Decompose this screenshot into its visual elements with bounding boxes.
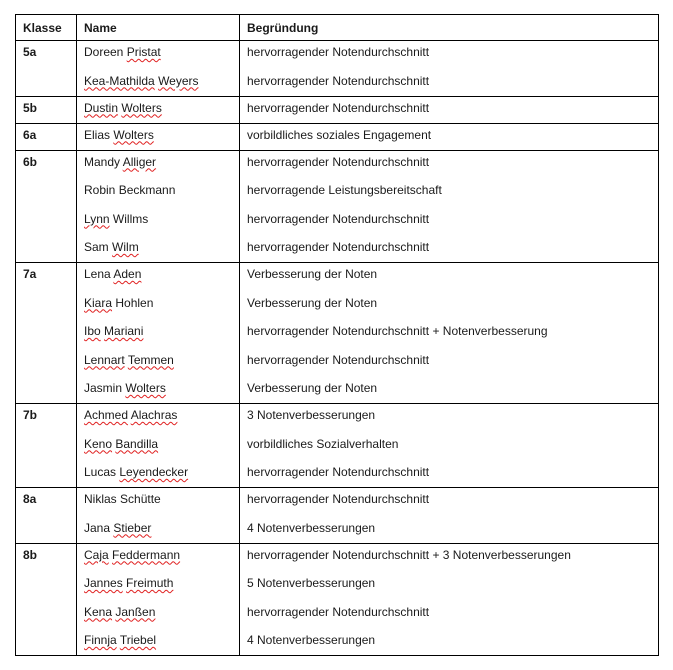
student-name [84,324,239,338]
class-label: 5b [23,100,38,115]
name-part: Lucas [84,465,117,479]
student-reason: Verbesserung der Noten [247,295,378,310]
student-name [84,605,239,619]
header-klasse: Klasse [16,15,77,41]
name-part: Feddermann [112,547,181,562]
name-part: Robin [84,183,116,197]
name-part: Triebel [119,633,157,647]
student-name [84,74,239,88]
student-reason: hervorragender Notendurchschnitt [247,100,430,115]
student-reason: 5 Notenverbesserungen [247,576,376,590]
class-label: 7a [23,267,37,281]
table-body [16,41,659,656]
student-reason: hervorragender Notendurchschnitt [247,492,430,506]
student-reason: hervorragender Notendurchschnitt + 3 Notenverbesserungen [247,547,571,562]
name-part: Alachras [130,408,178,422]
class-group-row [16,543,659,656]
name-part: Mandy [84,154,121,169]
name-part: Wolters [125,381,166,395]
student-name [84,381,239,395]
reasons-cell [240,543,659,656]
name-part: Lena [84,267,111,281]
name-part: Jana [84,520,111,535]
student-name [84,521,239,535]
student-reason: hervorragender Notendurchschnitt [247,45,430,59]
student-name [84,240,239,254]
names-cell [77,488,240,544]
student-name [84,212,239,226]
name-part: Jannes [84,576,123,590]
name-part: Stieber [113,520,152,535]
header-name: Name [77,15,240,41]
student-name [84,576,239,590]
name-part: Schütte [120,492,161,506]
student-reason: 4 Notenverbesserungen [247,520,376,535]
reasons-cell [240,150,659,263]
student-reason: 3 Notenverbesserungen [247,408,376,422]
reasons-cell [240,263,659,404]
student-name [84,155,239,169]
class-group-row [16,488,659,544]
class-cell [16,488,77,544]
name-part: Kea-Mathilda [84,73,155,88]
names-cell [77,404,240,488]
student-reason: hervorragende Leistungsbereitschaft [247,183,442,197]
reasons-cell [240,41,659,97]
class-label: 6b [23,154,38,169]
name-part: Lynn [84,211,110,226]
names-cell [77,96,240,123]
name-part: Pristat [126,45,161,59]
student-name [84,101,239,115]
names-cell [77,123,240,150]
name-part: Beckmann [118,183,176,197]
reasons-cell [240,404,659,488]
name-part: Leyendecker [119,465,189,479]
student-name [84,183,239,197]
name-part: Achmed [84,408,129,422]
student-reason: hervorragender Notendurchschnitt [247,352,430,367]
name-part: Wolters [121,100,162,115]
name-part: Elias [84,127,111,142]
name-part: Willms [112,211,149,226]
name-part: Finnja [84,633,117,647]
student-reason: hervorragender Notendurchschnitt [247,604,430,619]
student-reason: hervorragender Notendurchschnitt [247,154,430,169]
student-reason: hervorragender Notendurchschnitt [247,211,430,226]
name-part: Keno [84,436,113,451]
class-group-row [16,263,659,404]
student-reason: hervorragender Notendurchschnitt [247,73,430,88]
class-cell [16,41,77,97]
name-part: Sam [84,240,109,254]
name-part: Hohlen [115,295,154,310]
class-cell [16,404,77,488]
class-label: 6a [23,127,37,142]
student-name [84,548,239,562]
name-part: Doreen [84,45,124,59]
class-cell [16,263,77,404]
name-part: Ibo [84,324,101,338]
student-name [84,408,239,422]
name-part: Wolters [113,127,154,142]
reasons-cell [240,123,659,150]
class-group-row [16,96,659,123]
student-reason: Verbesserung der Noten [247,267,378,281]
class-label: 7b [23,408,38,422]
student-reason: hervorragender Notendurchschnitt + Notenverbesserung [247,324,548,338]
student-reason: Verbesserung der Noten [247,381,378,395]
student-reason: vorbildliches soziales Engagement [247,127,432,142]
class-label: 5a [23,45,37,59]
header-row [16,15,659,41]
name-part: Lennart [84,352,125,367]
header-begruendung: Begründung [240,15,659,41]
student-name [84,128,239,142]
class-label: 8b [23,547,38,562]
class-group-row [16,404,659,488]
student-name [84,45,239,59]
name-part: Alliger [122,154,157,169]
awards-table [15,14,659,656]
student-reason: vorbildliches Sozialverhalten [247,436,399,451]
student-reason: hervorragender Notendurchschnitt [247,465,430,479]
names-cell [77,41,240,97]
student-reason: 4 Notenverbesserungen [247,633,376,647]
class-label: 8a [23,492,37,506]
names-cell [77,263,240,404]
name-part: Wilm [112,240,139,254]
class-cell [16,96,77,123]
name-part: Temmen [127,352,174,367]
name-part: Freimuth [126,576,174,590]
name-part: Bandilla [115,436,159,451]
name-part: Mariani [104,324,144,338]
student-name [84,267,239,281]
class-group-row [16,123,659,150]
names-cell [77,150,240,263]
name-part: Weyers [158,73,199,88]
names-cell [77,543,240,656]
student-name [84,465,239,479]
student-name [84,633,239,647]
student-name [84,296,239,310]
name-part: Jasmin [84,381,123,395]
class-group-row [16,150,659,263]
name-part: Dustin [84,100,119,115]
student-reason: hervorragender Notendurchschnitt [247,240,430,254]
student-name [84,492,239,506]
name-part: Caja [84,547,109,562]
name-part: Kiara [84,295,113,310]
class-group-row [16,41,659,97]
class-cell [16,543,77,656]
reasons-cell [240,96,659,123]
name-part: Kena [84,604,113,619]
class-cell [16,150,77,263]
reasons-cell [240,488,659,544]
name-part: Janßen [115,604,156,619]
name-part: Niklas [84,492,117,506]
student-name [84,437,239,451]
name-part: Aden [113,267,142,281]
class-cell [16,123,77,150]
student-name [84,353,239,367]
